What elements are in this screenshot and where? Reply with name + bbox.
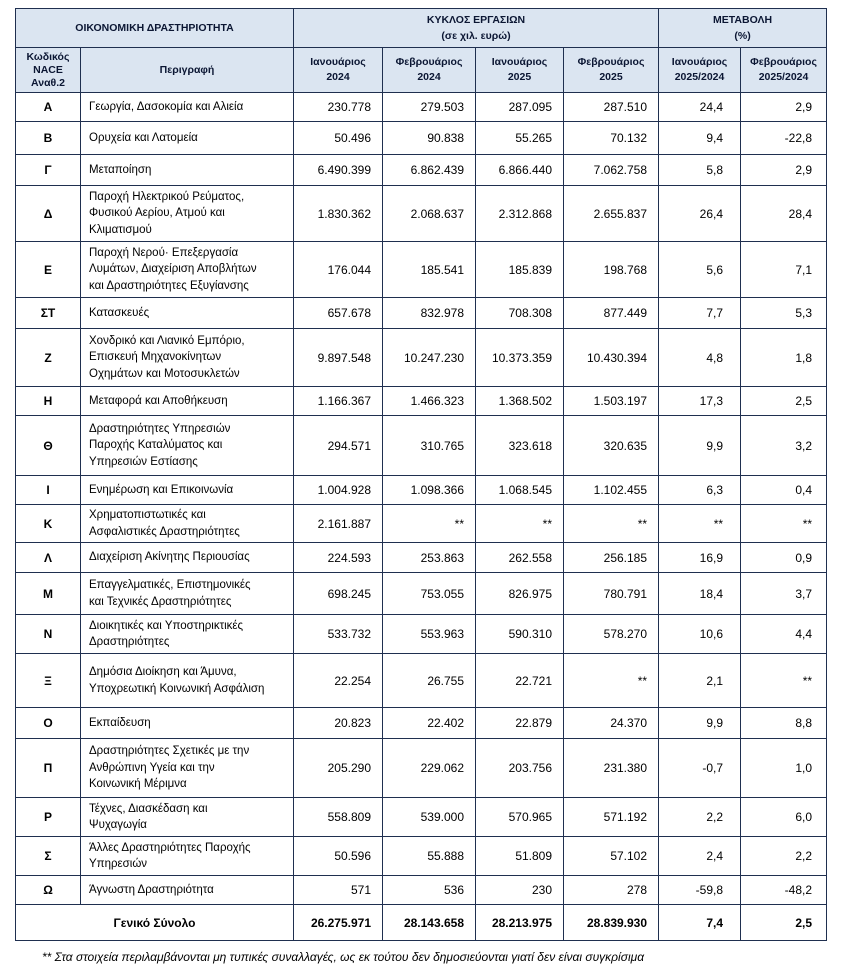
header-row-columns	[16, 48, 827, 93]
table-row	[16, 242, 827, 298]
turnover-jan-2024-cell: 1.166.367	[294, 387, 383, 416]
change-jan-2025-2024-cell: 2,4	[659, 837, 741, 876]
jan-2024-header: Ιανουάριος 2024	[294, 48, 383, 93]
turnover-feb-2024-cell: 22.402	[383, 708, 476, 739]
description-cell: Παροχή Νερού· Επεξεργασία Λυμάτων, Διαχείριση Αποβλήτων και Δραστηριότητες Εξυγίανσης	[81, 242, 294, 298]
total-jan-2025-cell: 28.213.975	[476, 905, 564, 941]
change-feb-2025-2024-cell: 2,2	[741, 837, 827, 876]
turnover-feb-2024-cell: 553.963	[383, 615, 476, 654]
change-feb-2025-2024-cell: **	[741, 505, 827, 543]
change-header	[659, 9, 827, 48]
change-jan-2025-2024-cell: 16,9	[659, 543, 741, 573]
total-jan-2024-cell: 26.275.971	[294, 905, 383, 941]
description-cell: Δραστηριότητες Υπηρεσιών Παροχής Καταλύματος και Υπηρεσιών Εστίασης	[81, 416, 294, 476]
turnover-feb-2025-cell: 278	[564, 876, 659, 905]
turnover-jan-2025-cell: 2.312.868	[476, 186, 564, 242]
description-cell: Τέχνες, Διασκέδαση και Ψυχαγωγία	[81, 798, 294, 837]
total-feb-2025-cell: 28.839.930	[564, 905, 659, 941]
change-feb-2025-2024-cell: 1,0	[741, 739, 827, 798]
description-cell: Κατασκευές	[81, 298, 294, 329]
turnover-jan-2025-cell: 230	[476, 876, 564, 905]
change-feb-2025-2024-header: Φεβρουάριος 2025/2024	[741, 48, 827, 93]
description-cell: Άγνωστη Δραστηριότητα	[81, 876, 294, 905]
turnover-feb-2025-cell: 320.635	[564, 416, 659, 476]
description-cell: Διαχείριση Ακίνητης Περιουσίας	[81, 543, 294, 573]
turnover-feb-2025-cell: 198.768	[564, 242, 659, 298]
change-feb-2025-2024-cell: -22,8	[741, 122, 827, 155]
table-row	[16, 155, 827, 186]
turnover-jan-2025-cell: 6.866.440	[476, 155, 564, 186]
turnover-feb-2024-cell: 1.466.323	[383, 387, 476, 416]
turnover-feb-2024-cell: 753.055	[383, 573, 476, 615]
change-feb-2025-2024-cell: 1,8	[741, 329, 827, 387]
turnover-feb-2025-cell: 7.062.758	[564, 155, 659, 186]
table-row	[16, 329, 827, 387]
turnover-feb-2025-cell: 1.503.197	[564, 387, 659, 416]
turnover-jan-2024-cell: 50.496	[294, 122, 383, 155]
change-jan-2025-2024-cell: 7,7	[659, 298, 741, 329]
turnover-jan-2025-cell: 262.558	[476, 543, 564, 573]
turnover-jan-2024-cell: 205.290	[294, 739, 383, 798]
change-header-unit: (%)	[734, 30, 751, 42]
description-cell: Παροχή Ηλεκτρικού Ρεύματος, Φυσικού Αερίου, Ατμού και Κλιματισμού	[81, 186, 294, 242]
nace-code-cell: ΣΤ	[16, 298, 81, 329]
table-row	[16, 708, 827, 739]
nace-code-cell: Ι	[16, 476, 81, 505]
table-row	[16, 93, 827, 122]
change-jan-2025-2024-cell: 9,9	[659, 416, 741, 476]
turnover-feb-2024-cell: 310.765	[383, 416, 476, 476]
turnover-feb-2025-cell: 24.370	[564, 708, 659, 739]
change-feb-2025-2024-cell: 2,9	[741, 155, 827, 186]
description-cell: Χρηματοπιστωτικές και Ασφαλιστικές Δραστηριότητες	[81, 505, 294, 543]
change-jan-2025-2024-cell: 18,4	[659, 573, 741, 615]
description-cell: Εκπαίδευση	[81, 708, 294, 739]
turnover-jan-2025-cell: 708.308	[476, 298, 564, 329]
total-change-feb-cell: 2,5	[741, 905, 827, 941]
turnover-jan-2024-cell: 224.593	[294, 543, 383, 573]
change-feb-2025-2024-cell: 8,8	[741, 708, 827, 739]
turnover-feb-2025-cell: 1.102.455	[564, 476, 659, 505]
turnover-jan-2024-cell: 571	[294, 876, 383, 905]
change-jan-2025-2024-cell: 4,8	[659, 329, 741, 387]
turnover-feb-2024-cell: 185.541	[383, 242, 476, 298]
turnover-feb-2024-cell: 279.503	[383, 93, 476, 122]
table-row	[16, 615, 827, 654]
change-feb-2025-2024-cell: **	[741, 654, 827, 708]
turnover-feb-2025-cell: 877.449	[564, 298, 659, 329]
turnover-jan-2025-cell: 10.373.359	[476, 329, 564, 387]
nace-code-cell: Θ	[16, 416, 81, 476]
turnover-feb-2025-cell: 256.185	[564, 543, 659, 573]
nace-code-cell: Α	[16, 93, 81, 122]
change-feb-2025-2024-cell: 7,1	[741, 242, 827, 298]
turnover-jan-2025-cell: 22.721	[476, 654, 564, 708]
footnote: ** Στα στοιχεία περιλαμβάνονται μη τυπικές συναλλαγές, ως εκ τούτου δεν δημοσιεύονται γιατί δεν είναι συγκρίσιμα	[42, 950, 645, 964]
description-cell: Άλλες Δραστηριότητες Παροχής Υπηρεσιών	[81, 837, 294, 876]
change-feb-2025-2024-cell: 28,4	[741, 186, 827, 242]
turnover-feb-2024-cell: 1.098.366	[383, 476, 476, 505]
turnover-jan-2025-cell: 1.068.545	[476, 476, 564, 505]
turnover-feb-2024-cell: 55.888	[383, 837, 476, 876]
turnover-feb-2024-cell: 90.838	[383, 122, 476, 155]
change-jan-2025-2024-cell: 26,4	[659, 186, 741, 242]
turnover-header-unit: (σε χιλ. ευρώ)	[441, 30, 511, 42]
table-row	[16, 798, 827, 837]
turnover-jan-2025-cell: 185.839	[476, 242, 564, 298]
turnover-jan-2024-cell: 698.245	[294, 573, 383, 615]
nace-code-cell: Γ	[16, 155, 81, 186]
turnover-feb-2024-cell: 10.247.230	[383, 329, 476, 387]
turnover-jan-2024-cell: 20.823	[294, 708, 383, 739]
turnover-feb-2025-cell: 70.132	[564, 122, 659, 155]
turnover-feb-2025-cell: 287.510	[564, 93, 659, 122]
change-feb-2025-2024-cell: 2,9	[741, 93, 827, 122]
nace-code-cell: Π	[16, 739, 81, 798]
description-cell: Χονδρικό και Λιανικό Εμπόριο, Επισκευή Μηχανοκίνητων Οχημάτων και Μοτοσυκλετών	[81, 329, 294, 387]
turnover-jan-2025-cell: 323.618	[476, 416, 564, 476]
change-feb-2025-2024-cell: 6,0	[741, 798, 827, 837]
change-feb-2025-2024-cell: 0,4	[741, 476, 827, 505]
change-jan-2025-2024-cell: 6,3	[659, 476, 741, 505]
nace-code-header: Κωδικός NACE Αναθ.2	[16, 48, 81, 93]
turnover-table	[15, 8, 827, 941]
turnover-jan-2024-cell: 176.044	[294, 242, 383, 298]
turnover-jan-2024-cell: 9.897.548	[294, 329, 383, 387]
nace-code-cell: Ρ	[16, 798, 81, 837]
nace-code-cell: Ζ	[16, 329, 81, 387]
turnover-jan-2024-cell: 2.161.887	[294, 505, 383, 543]
change-jan-2025-2024-cell: 24,4	[659, 93, 741, 122]
description-header: Περιγραφή	[81, 48, 294, 93]
change-feb-2025-2024-cell: 2,5	[741, 387, 827, 416]
change-jan-2025-2024-cell: 5,8	[659, 155, 741, 186]
change-jan-2025-2024-cell: 9,9	[659, 708, 741, 739]
turnover-feb-2025-cell: 571.192	[564, 798, 659, 837]
total-label: Γενικό Σύνολο	[16, 905, 294, 941]
turnover-jan-2025-cell: 203.756	[476, 739, 564, 798]
table-row	[16, 186, 827, 242]
turnover-feb-2025-cell: 780.791	[564, 573, 659, 615]
turnover-jan-2025-cell: **	[476, 505, 564, 543]
table-row	[16, 122, 827, 155]
turnover-feb-2025-cell: 231.380	[564, 739, 659, 798]
turnover-jan-2025-cell: 22.879	[476, 708, 564, 739]
table-row	[16, 543, 827, 573]
turnover-feb-2024-cell: 536	[383, 876, 476, 905]
nace-code-cell: Ν	[16, 615, 81, 654]
change-jan-2025-2024-cell: -59,8	[659, 876, 741, 905]
nace-code-cell: Ε	[16, 242, 81, 298]
turnover-jan-2024-cell: 1.004.928	[294, 476, 383, 505]
change-feb-2025-2024-cell: 5,3	[741, 298, 827, 329]
change-feb-2025-2024-cell: 3,2	[741, 416, 827, 476]
description-cell: Μεταποίηση	[81, 155, 294, 186]
turnover-feb-2025-cell: 2.655.837	[564, 186, 659, 242]
description-cell: Ορυχεία και Λατομεία	[81, 122, 294, 155]
turnover-feb-2024-cell: 229.062	[383, 739, 476, 798]
change-header-title: ΜΕΤΑΒΟΛΗ	[713, 14, 773, 26]
table-row	[16, 876, 827, 905]
turnover-jan-2025-cell: 590.310	[476, 615, 564, 654]
turnover-feb-2024-cell: **	[383, 505, 476, 543]
change-feb-2025-2024-cell: -48,2	[741, 876, 827, 905]
description-cell: Ενημέρωση και Επικοινωνία	[81, 476, 294, 505]
table-row	[16, 505, 827, 543]
turnover-header-title: ΚΥΚΛΟΣ ΕΡΓΑΣΙΩΝ	[426, 14, 526, 26]
turnover-jan-2024-cell: 230.778	[294, 93, 383, 122]
turnover-jan-2025-cell: 1.368.502	[476, 387, 564, 416]
turnover-jan-2024-cell: 6.490.399	[294, 155, 383, 186]
nace-code-cell: Σ	[16, 837, 81, 876]
table-row	[16, 298, 827, 329]
turnover-feb-2025-cell: **	[564, 654, 659, 708]
nace-code-cell: Ω	[16, 876, 81, 905]
feb-2024-header: Φεβρουάριος 2024	[383, 48, 476, 93]
nace-code-cell: Β	[16, 122, 81, 155]
jan-2025-header: Ιανουάριος 2025	[476, 48, 564, 93]
turnover-feb-2025-cell: 578.270	[564, 615, 659, 654]
turnover-jan-2024-cell: 657.678	[294, 298, 383, 329]
change-feb-2025-2024-cell: 0,9	[741, 543, 827, 573]
table-row	[16, 654, 827, 708]
table-row	[16, 739, 827, 798]
turnover-feb-2024-cell: 832.978	[383, 298, 476, 329]
turnover-jan-2024-cell: 22.254	[294, 654, 383, 708]
table-row	[16, 476, 827, 505]
turnover-feb-2024-cell: 253.863	[383, 543, 476, 573]
description-cell: Γεωργία, Δασοκομία και Αλιεία	[81, 93, 294, 122]
change-jan-2025-2024-cell: 2,1	[659, 654, 741, 708]
turnover-feb-2025-cell: 57.102	[564, 837, 659, 876]
nace-code-cell: Ξ	[16, 654, 81, 708]
turnover-jan-2025-cell: 287.095	[476, 93, 564, 122]
turnover-feb-2024-cell: 2.068.637	[383, 186, 476, 242]
total-feb-2024-cell: 28.143.658	[383, 905, 476, 941]
change-jan-2025-2024-cell: **	[659, 505, 741, 543]
turnover-header	[294, 9, 659, 48]
description-cell: Μεταφορά και Αποθήκευση	[81, 387, 294, 416]
change-jan-2025-2024-cell: 2,2	[659, 798, 741, 837]
change-feb-2025-2024-cell: 4,4	[741, 615, 827, 654]
description-cell: Επαγγελματικές, Επιστημονικές και Τεχνικές Δραστηριότητες	[81, 573, 294, 615]
turnover-feb-2024-cell: 26.755	[383, 654, 476, 708]
change-jan-2025-2024-cell: 17,3	[659, 387, 741, 416]
nace-code-cell: Κ	[16, 505, 81, 543]
nace-code-cell: Λ	[16, 543, 81, 573]
turnover-jan-2024-cell: 533.732	[294, 615, 383, 654]
economic-activity-header: ΟΙΚΟΝΟΜΙΚΗ ΔΡΑΣΤΗΡΙΟΤΗΤΑ	[16, 9, 294, 48]
header-row-groups	[16, 9, 827, 48]
nace-code-cell: Η	[16, 387, 81, 416]
turnover-jan-2024-cell: 50.596	[294, 837, 383, 876]
turnover-jan-2024-cell: 558.809	[294, 798, 383, 837]
nace-code-cell: Ο	[16, 708, 81, 739]
change-feb-2025-2024-cell: 3,7	[741, 573, 827, 615]
change-jan-2025-2024-cell: -0,7	[659, 739, 741, 798]
turnover-feb-2025-cell: **	[564, 505, 659, 543]
table-row	[16, 416, 827, 476]
turnover-jan-2024-cell: 1.830.362	[294, 186, 383, 242]
turnover-jan-2025-cell: 55.265	[476, 122, 564, 155]
description-cell: Δημόσια Διοίκηση και Άμυνα, Υποχρεωτική Κοινωνική Ασφάλιση	[81, 654, 294, 708]
description-cell: Διοικητικές και Υποστηρικτικές Δραστηριότητες	[81, 615, 294, 654]
change-jan-2025-2024-cell: 9,4	[659, 122, 741, 155]
table-row	[16, 387, 827, 416]
turnover-feb-2024-cell: 6.862.439	[383, 155, 476, 186]
turnover-feb-2025-cell: 10.430.394	[564, 329, 659, 387]
total-change-jan-cell: 7,4	[659, 905, 741, 941]
turnover-jan-2025-cell: 570.965	[476, 798, 564, 837]
turnover-feb-2024-cell: 539.000	[383, 798, 476, 837]
change-jan-2025-2024-cell: 10,6	[659, 615, 741, 654]
change-jan-2025-2024-header: Ιανουάριος 2025/2024	[659, 48, 741, 93]
nace-code-cell: Δ	[16, 186, 81, 242]
total-row	[16, 905, 827, 941]
change-jan-2025-2024-cell: 5,6	[659, 242, 741, 298]
turnover-jan-2025-cell: 51.809	[476, 837, 564, 876]
turnover-jan-2024-cell: 294.571	[294, 416, 383, 476]
table-row	[16, 573, 827, 615]
turnover-jan-2025-cell: 826.975	[476, 573, 564, 615]
table-row	[16, 837, 827, 876]
nace-code-cell: Μ	[16, 573, 81, 615]
feb-2025-header: Φεβρουάριος 2025	[564, 48, 659, 93]
description-cell: Δραστηριότητες Σχετικές με την Ανθρώπινη Υγεία και την Κοινωνική Μέριμνα	[81, 739, 294, 798]
